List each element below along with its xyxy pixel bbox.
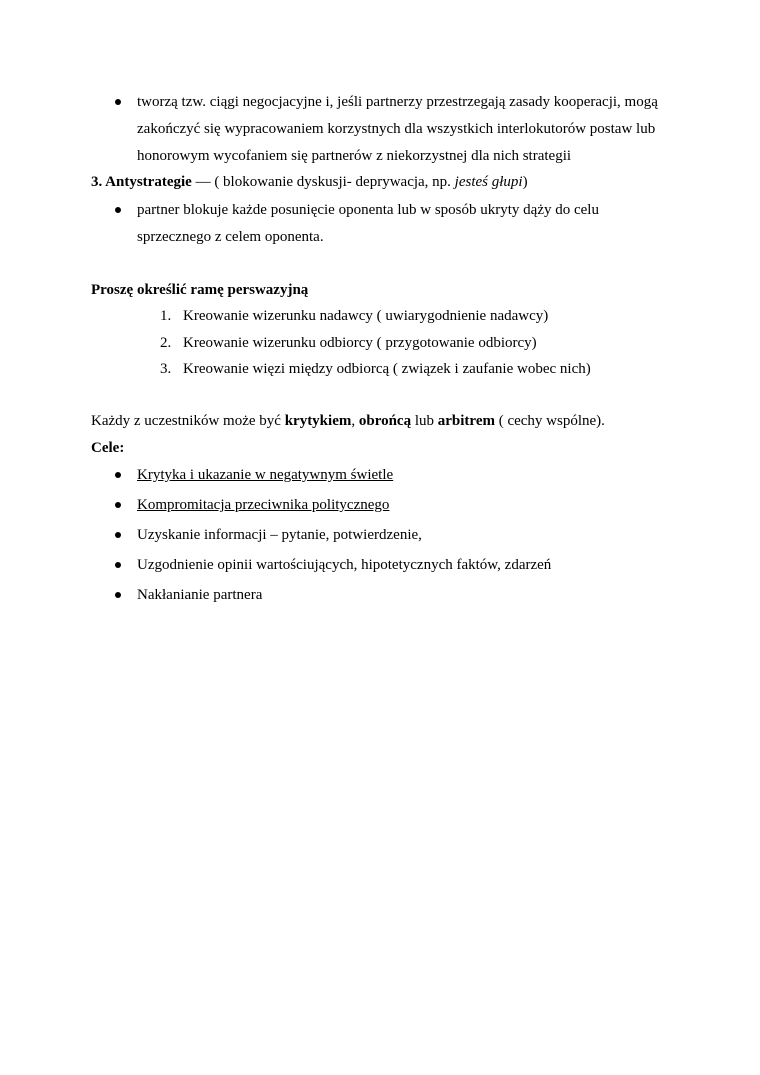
numbered-item-text: Kreowanie więzi między odbiorcą ( związek i zaufanie wobec nich) (183, 361, 591, 377)
bullet-marker (115, 207, 121, 213)
bullet-marker (115, 502, 121, 508)
goal-item: Uzyskanie informacji – pytanie, potwierdzenie, (137, 527, 422, 543)
goal-item: Uzgodnienie opinii wartościujących, hipotetycznych faktów, zdarzeń (137, 557, 552, 573)
roles-paragraph (91, 412, 605, 430)
paragraph-line: tworzą tzw. ciągi negocjacyjne i, jeśli partnerzy przestrzegają zasady kooperacji, mogą (137, 94, 658, 110)
paragraph-line: honorowym wycofaniem się partnerów z niekorzystnej dla nich strategii (137, 148, 572, 164)
section-heading-antystrategie (91, 173, 528, 191)
goal-item: Krytyka i ukazanie w negatywnym świetle (137, 467, 394, 483)
roles-text: lub (411, 413, 438, 429)
goal-item: Kompromitacja przeciwnika politycznego (137, 497, 390, 513)
bullet-marker (115, 99, 121, 105)
roles-text: ( cechy wspólne). (494, 413, 605, 429)
roles-text: , (351, 413, 359, 429)
role-critic: krytykiem (284, 413, 352, 429)
bullet-marker (115, 562, 121, 568)
numbered-item-text: Kreowanie wizerunku nadawcy ( uwiarygodnienie nadawcy) (183, 308, 549, 324)
numbered-item-number: 3. (160, 361, 172, 377)
paragraph-line: partner blokuje każde posunięcie oponenta lub w sposób ukryty dąży do celu (137, 202, 599, 218)
frame-heading: Proszę określić ramę perswazyjną (91, 282, 309, 298)
section-description: — ( blokowanie dyskusji- deprywacja, np. (191, 174, 455, 190)
role-defender: obrońcą (358, 413, 412, 429)
bullet-marker (115, 532, 121, 538)
roles-text: Każdy z uczestników może być (91, 413, 285, 429)
bullet-marker (115, 472, 121, 478)
role-arbiter: arbitrem (437, 413, 495, 429)
numbered-item-number: 2. (160, 335, 172, 351)
paragraph-line: sprzecznego z celem oponenta. (137, 229, 324, 245)
goals-heading: Cele: (91, 440, 125, 456)
section-example: jesteś głupi (454, 174, 523, 190)
numbered-item-text: Kreowanie wizerunku odbiorcy ( przygotowanie odbiorcy) (183, 335, 537, 351)
section-close: ) (522, 174, 528, 190)
goal-item: Nakłanianie partnera (137, 587, 263, 603)
paragraph-line: zakończyć się wypracowaniem korzystnych dla wszystkich interlokutorów postaw lub (137, 121, 656, 137)
numbered-item-number: 1. (160, 308, 172, 324)
section-title: 3. Antystrategie (91, 174, 192, 190)
bullet-marker (115, 592, 121, 598)
